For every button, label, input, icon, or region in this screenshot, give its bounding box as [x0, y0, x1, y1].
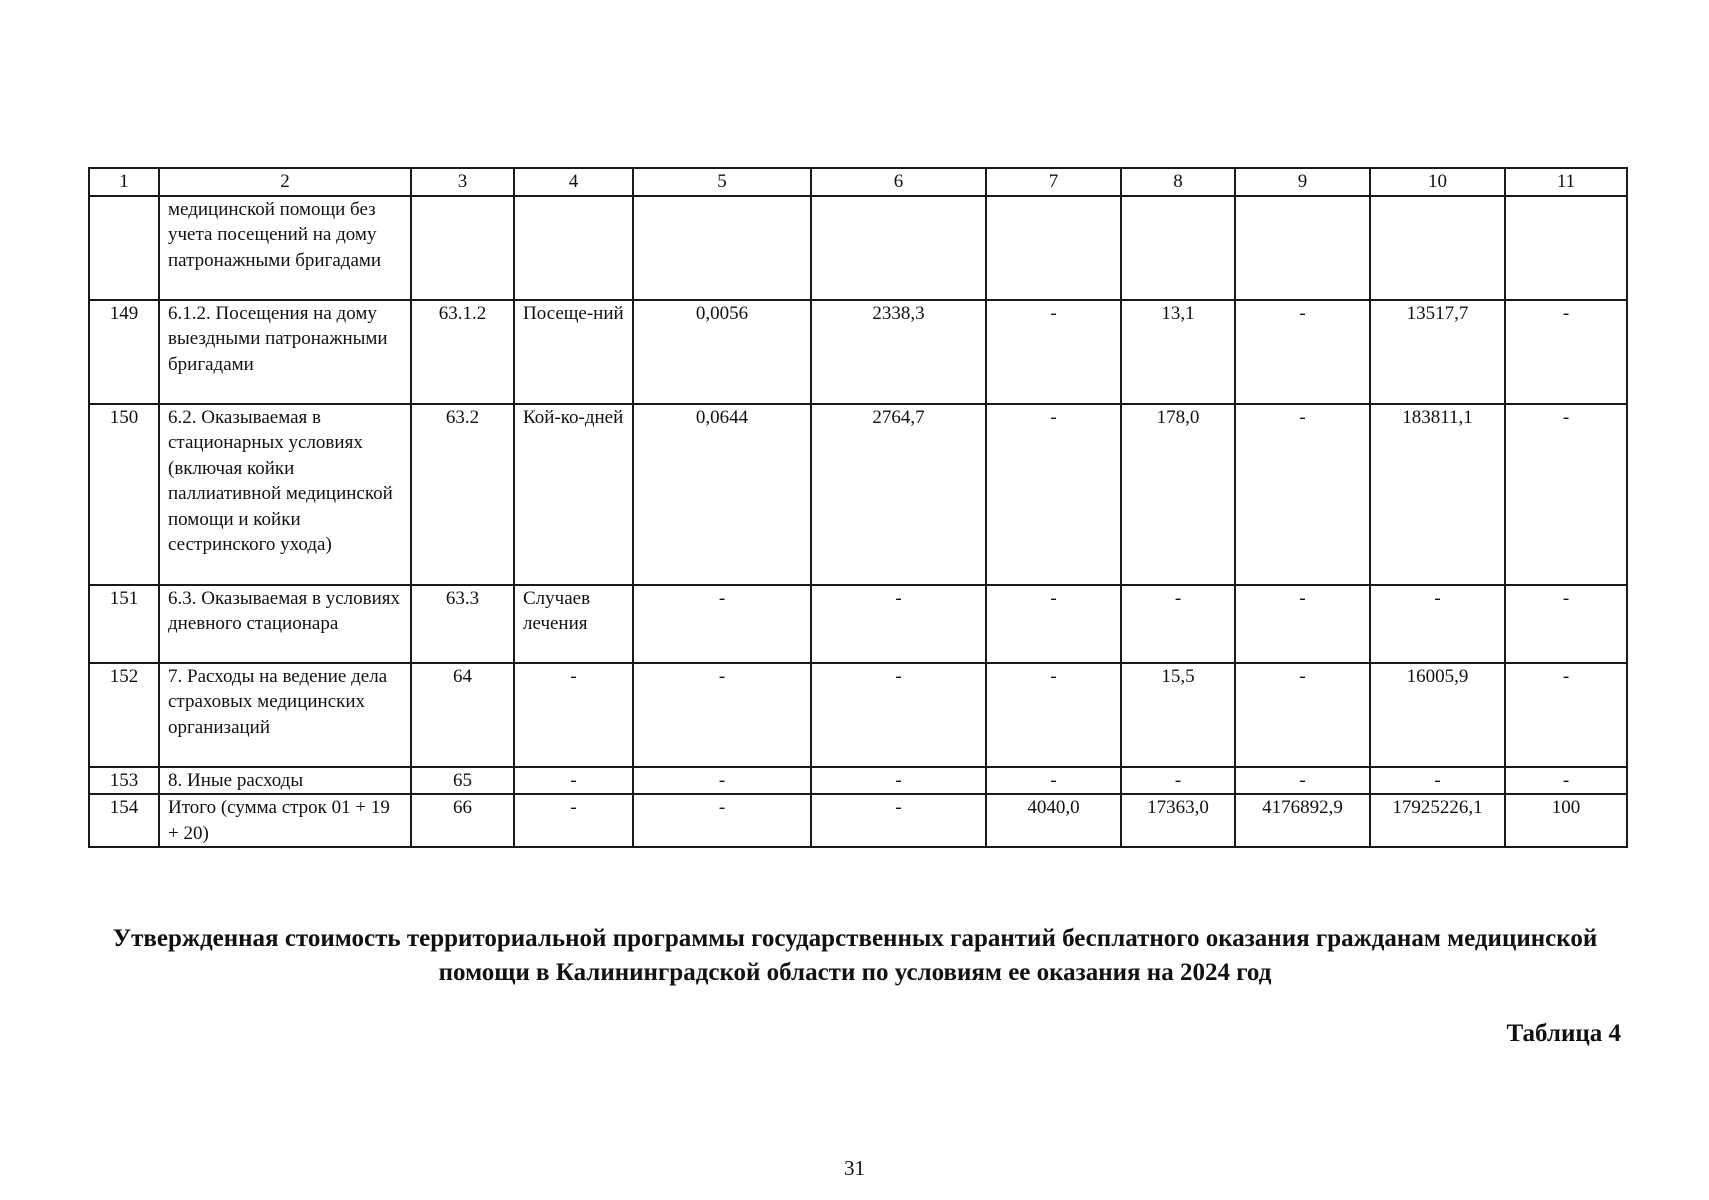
table-cell: - [514, 663, 633, 767]
table-cell: - [986, 404, 1121, 585]
table-cell: 149 [89, 300, 159, 404]
table-cell [633, 196, 811, 300]
table-cell: - [1235, 585, 1370, 663]
table-row [89, 794, 1627, 847]
table-cell: - [1370, 767, 1505, 795]
table-cell: - [1505, 585, 1627, 663]
table-row [89, 767, 1627, 795]
table-cell: Кой-ко-дней [514, 404, 633, 585]
table-cell [514, 196, 633, 300]
table-cell: 6.1.2. Посещения на дому выездными патронажными бригадами [159, 300, 411, 404]
table-cell: - [633, 585, 811, 663]
table-cell: 6.2. Оказываемая в стационарных условиях (включая койки паллиативной медицинской помощи и койки сестринского ухода) [159, 404, 411, 585]
table-cell: - [811, 663, 986, 767]
table-cell: Случаев лечения [514, 585, 633, 663]
table-cell: 65 [411, 767, 514, 795]
table-cell: Посеще-ний [514, 300, 633, 404]
table-header-row [89, 168, 1627, 196]
table-cell: - [633, 663, 811, 767]
column-header: 9 [1235, 168, 1370, 196]
table-cell [1121, 196, 1235, 300]
table-cell: - [1505, 767, 1627, 795]
table-cell: 153 [89, 767, 159, 795]
table-row [89, 404, 1627, 585]
table-cell: - [1121, 767, 1235, 795]
table-cell: 183811,1 [1370, 404, 1505, 585]
table-cell: 0,0056 [633, 300, 811, 404]
column-header: 7 [986, 168, 1121, 196]
table-cell: - [514, 794, 633, 847]
table-cell: - [986, 300, 1121, 404]
table-cell: 150 [89, 404, 159, 585]
table-cell: 64 [411, 663, 514, 767]
table-cell: 100 [1505, 794, 1627, 847]
table-cell [1370, 196, 1505, 300]
table-cell [89, 196, 159, 300]
table-cell: - [986, 585, 1121, 663]
table-cell: 2338,3 [811, 300, 986, 404]
column-header: 3 [411, 168, 514, 196]
table-cell [1235, 196, 1370, 300]
table-cell: 151 [89, 585, 159, 663]
table-row [89, 663, 1627, 767]
table-cell: - [811, 767, 986, 795]
table-cell: 17925226,1 [1370, 794, 1505, 847]
table-cell [986, 196, 1121, 300]
table-cell [1505, 196, 1627, 300]
table-cell: - [1505, 404, 1627, 585]
table-cell: - [811, 794, 986, 847]
table-row [89, 300, 1627, 404]
table-cell: 13517,7 [1370, 300, 1505, 404]
column-header: 2 [159, 168, 411, 196]
table-cell: - [1235, 300, 1370, 404]
table-cell: - [1235, 663, 1370, 767]
table-cell: - [811, 585, 986, 663]
table-cell: - [514, 767, 633, 795]
table-cell: 4176892,9 [1235, 794, 1370, 847]
table-cell: - [633, 767, 811, 795]
table-cell: 63.1.2 [411, 300, 514, 404]
page-title: Утвержденная стоимость территориальной программы государственных гарантий бесплатного оказания гражданам медицинской помощи в Калининградской области по условиям ее оказания на 2024 год [112, 925, 1598, 986]
data-table [88, 167, 1628, 848]
table-cell: 16005,9 [1370, 663, 1505, 767]
page-number: 31 [844, 1156, 865, 1180]
table-cell: 66 [411, 794, 514, 847]
table-cell: - [1121, 585, 1235, 663]
column-header: 5 [633, 168, 811, 196]
table-cell: 4040,0 [986, 794, 1121, 847]
column-header: 8 [1121, 168, 1235, 196]
table-cell: - [1235, 767, 1370, 795]
column-header: 11 [1505, 168, 1627, 196]
column-header: 1 [89, 168, 159, 196]
column-header: 6 [811, 168, 986, 196]
table-cell: Итого (сумма строк 01 + 19 + 20) [159, 794, 411, 847]
table-cell: - [986, 767, 1121, 795]
table-cell: 8. Иные расходы [159, 767, 411, 795]
table-cell: 152 [89, 663, 159, 767]
table-cell: 17363,0 [1121, 794, 1235, 847]
table-cell: - [1505, 300, 1627, 404]
table-caption: Таблица 4 [1506, 1020, 1621, 1047]
table-cell: 13,1 [1121, 300, 1235, 404]
table-cell: 178,0 [1121, 404, 1235, 585]
table-cell: - [986, 663, 1121, 767]
table-cell: медицинской помощи без учета посещений на дому патронажными бригадами [159, 196, 411, 300]
table-cell: - [1235, 404, 1370, 585]
table-cell: - [1370, 585, 1505, 663]
table-cell: - [1505, 663, 1627, 767]
table-row [89, 196, 1627, 300]
table-cell [411, 196, 514, 300]
table-cell: - [633, 794, 811, 847]
column-header: 4 [514, 168, 633, 196]
column-header: 10 [1370, 168, 1505, 196]
table-row [89, 585, 1627, 663]
table-cell [811, 196, 986, 300]
table-cell: 63.2 [411, 404, 514, 585]
table-cell: 0,0644 [633, 404, 811, 585]
table-cell: 2764,7 [811, 404, 986, 585]
table-cell: 7. Расходы на ведение дела страховых медицинских организаций [159, 663, 411, 767]
table-cell: 63.3 [411, 585, 514, 663]
table-cell: 15,5 [1121, 663, 1235, 767]
table-cell: 6.3. Оказываемая в условиях дневного стационара [159, 585, 411, 663]
table-cell: 154 [89, 794, 159, 847]
